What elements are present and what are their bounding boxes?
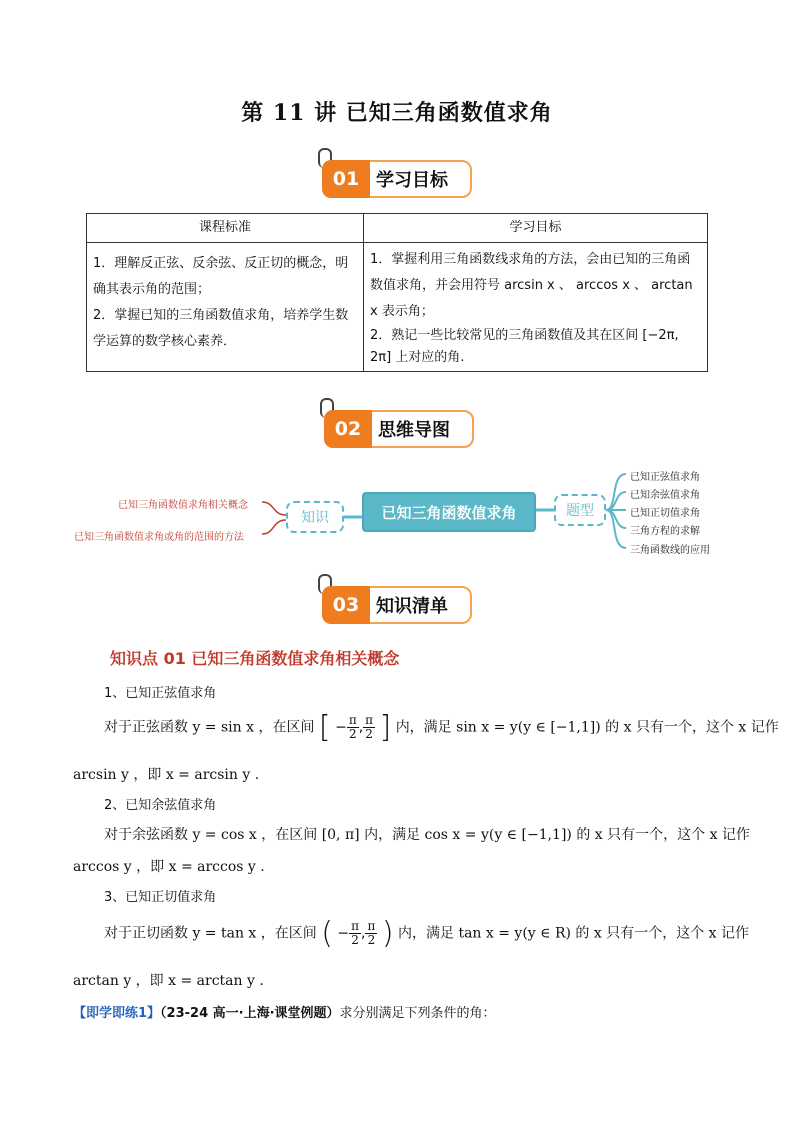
mindmap-left-item: 已知三角函数值求角或角的范围的方法	[74, 532, 244, 543]
practice-tag: 【即学即练1】	[73, 1006, 161, 1021]
interval-bracket: )	[381, 916, 394, 951]
goals-cell	[364, 243, 708, 372]
standard-cell	[87, 243, 364, 372]
item-line: arcsin y ，即 x = arcsin y .	[73, 767, 260, 783]
mindmap-right-item: 已知正弦值求角	[630, 472, 700, 483]
item-heading: 1、已知正弦值求角	[104, 686, 217, 701]
item-line: 对于正切函数 y = tan x ，在区间 ( − $\frac{\pi}{2}$ , $\frac{\pi}{2}$ ) 内，满足 tan x = y(y ∈ R) 的 x 只有一个，这个 x 记作	[104, 916, 750, 951]
section-banner-goals	[322, 160, 472, 198]
mindmap-center: 已知三角函数值求角	[362, 492, 536, 532]
goal-item: 2．熟记一些比较常见的三角函数值及其在区间 [−2π, 2π] 上对应的角.	[370, 328, 679, 365]
section-name: 思维导图	[378, 420, 450, 441]
section-number: 01	[322, 160, 370, 198]
line-text: 内，满足 sin x = y(y ∈ [−1,1]) 的 x 只有一个，这个 x 记作	[395, 719, 779, 736]
item-line: arctan y ，即 x = arctan y .	[73, 973, 264, 989]
fraction: $\frac{\pi}{2}$	[351, 919, 360, 947]
knowledge-point-title: 知识点 01 已知三角函数值求角相关概念	[110, 649, 400, 668]
fraction: $\frac{\pi}{2}$	[367, 919, 376, 947]
mindmap-right-item: 已知正切值求角	[630, 508, 700, 519]
mindmap-left-item: 已知三角函数值求角相关概念	[118, 500, 248, 511]
goal-item: 1．掌握利用三角函数线求角的方法，会由已知的三角函数值求角，并会用符号 arcsin x 、 arccos x 、 arctan x 表示角；	[370, 252, 693, 319]
practice-line	[73, 1002, 496, 1021]
table-header-goals: 学习目标	[364, 214, 708, 243]
section-number: 03	[322, 586, 370, 624]
line-text: 内，满足 tan x = y(y ∈ R) 的 x 只有一个，这个 x 记作	[398, 925, 750, 942]
table-header-standard: 课程标准	[87, 214, 364, 243]
interval-bracket: (	[321, 916, 333, 951]
standard-item: 1．理解反正弦、反余弦、反正切的概念，明确其表示角的范围；	[93, 256, 349, 297]
item-line: 对于余弦函数 y = cos x ，在区间 [0, π] 内，满足 cos x = y(y ∈ [−1,1]) 的 x 只有一个，这个 x 记作	[104, 827, 750, 843]
fraction: $\frac{\pi}{2}$	[365, 713, 374, 741]
practice-source: （23-24 高一·上海·课堂例题）	[160, 1006, 340, 1021]
section-banner-knowledge	[322, 586, 472, 624]
interval-bracket: ]	[379, 710, 392, 745]
item-line: 对于正弦函数 y = sin x ，在区间 [ − $\frac{\pi}{2}$ , $\frac{\pi}{2}$ ] 内，满足 sin x = y(y ∈ [−1,1]) 的 x 只有一个，这个 x 记作	[104, 710, 779, 745]
goals-table	[86, 213, 708, 372]
section-banner-mindmap	[324, 410, 474, 448]
mindmap-right-item: 三角函数线的应用	[630, 545, 710, 556]
line-text: 对于正切函数 y = tan x ，在区间	[104, 925, 317, 942]
interval-bracket: [	[318, 710, 331, 745]
item-heading: 2、已知余弦值求角	[104, 798, 217, 813]
standard-item: 2．掌握已知的三角函数值求角，培养学生数学运算的数学核心素养．	[93, 308, 349, 349]
mindmap-right-item: 三角方程的求解	[630, 526, 700, 537]
item-heading: 3、已知正切值求角	[104, 890, 217, 905]
section-number: 02	[324, 410, 372, 448]
practice-text: 求分别满足下列条件的角：	[339, 1006, 496, 1021]
mindmap-node-knowledge: 知识	[286, 501, 344, 533]
fraction: $\frac{\pi}{2}$	[348, 713, 357, 741]
mindmap-right-item: 已知余弦值求角	[630, 490, 700, 501]
section-name: 知识清单	[376, 596, 448, 617]
section-name: 学习目标	[376, 170, 448, 191]
mindmap-node-types: 题型	[554, 494, 606, 526]
line-text: 对于正弦函数 y = sin x ，在区间	[104, 719, 315, 736]
page-title: 第 11 讲 已知三角函数值求角	[241, 100, 553, 126]
item-line: arccos y ，即 x = arccos y .	[73, 859, 265, 875]
